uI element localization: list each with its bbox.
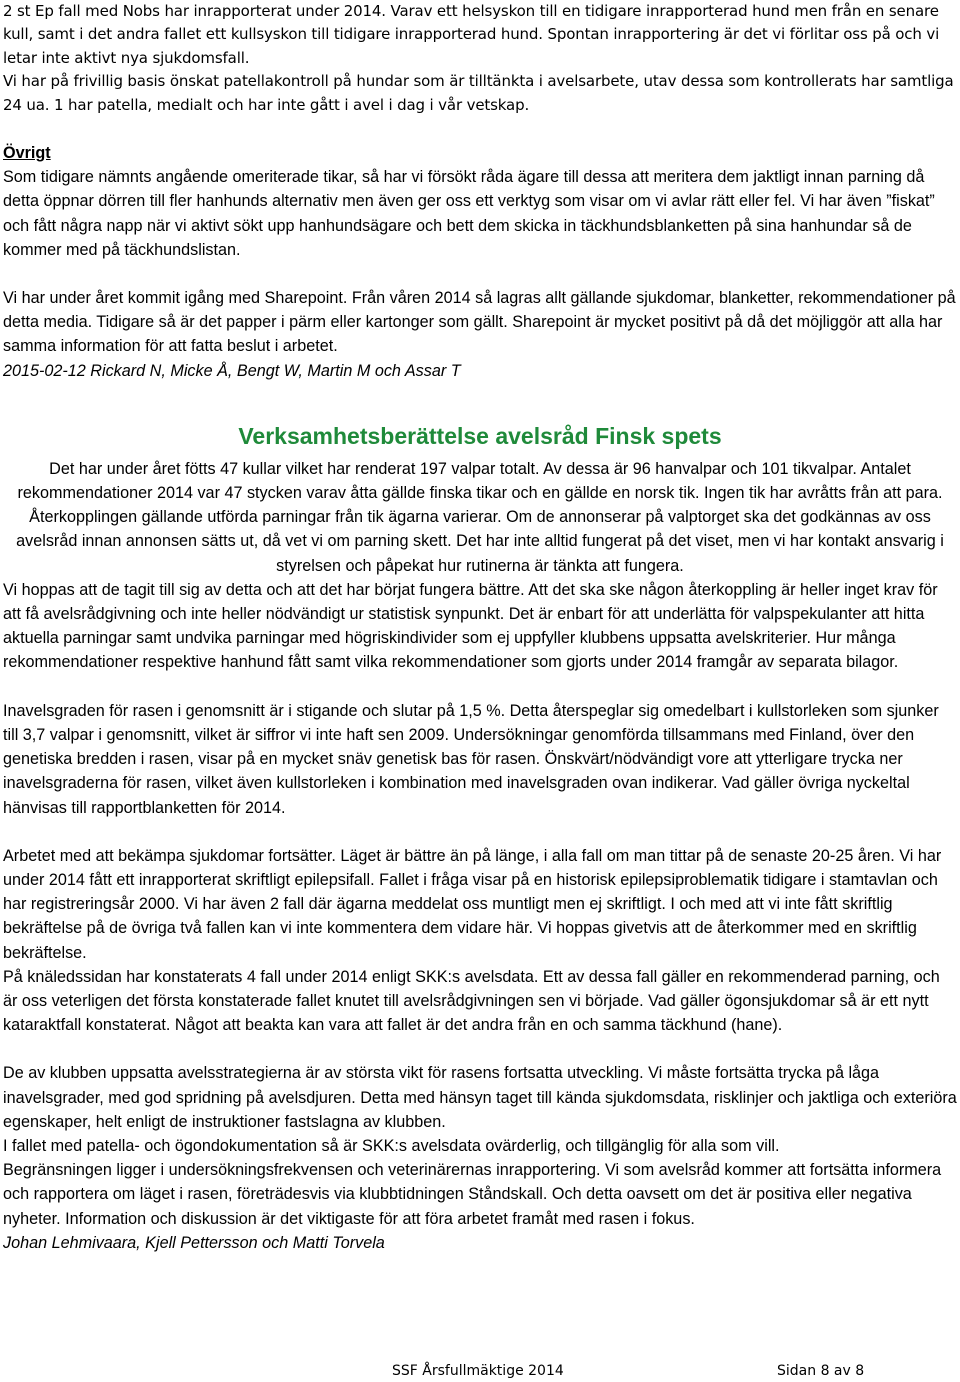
patella-ogon-paragraph: I fallet med patella- och ögondokumentation så är SKK:s avelsdata ovärderlig, och tillgänglig för alla som vill. bbox=[3, 1136, 780, 1155]
document-page bbox=[3, 0, 957, 1255]
inavel-paragraph: Inavelsgraden för rasen i genomsnitt är i stigande och slutar på 1,5 %. Detta återspeglar sig omedelbart i kullstorleken som sjunker till 3,7 valpar i genomsnitt, vilket är siffror vi inte haft sen 2009. Undersökningar genomförda tillsammans med Finland, över den genetiska bredden i rasen, visar på en mycket snäv genetisk bas för rasen. Önskvärt/nödvändigt vore att ytterligare trycka ner inavelsgraderna för rasen, vilket även kullstorleken i kombination med inavelsgraden ovan indikerar. Vad gäller övriga nyckeltal hänvisas till rapportblanketten för 2014. bbox=[3, 701, 939, 817]
ovrigt-signature: 2015-02-12 Rickard N, Micke Å, Bengt W, Martin M och Assar T bbox=[3, 361, 461, 380]
footer-title: SSF Årsfullmäktige 2014 bbox=[392, 1363, 564, 1379]
ovrigt-heading: Övrigt bbox=[3, 144, 51, 163]
ovrigt-paragraph-1: Som tidigare nämnts angående omeriterade tikar, så har vi försökt råda ägare till dessa att meritera dem jaktligt innan parning då detta öppnar dörren till fler hanhunds alternativ men även ger oss ett verktyg som visar om vi avlar rätt eller fel. Vi har även ”fiskat” och fått några napp när vi aktivt sökt upp hanhundsägare och bett dem skicka in täckhundsblanketten på sina hanhundar så de kommer med på täckhundslistan. bbox=[3, 168, 935, 259]
sjukdomar-paragraph: Arbetet med att bekämpa sjukdomar fortsätter. Läget är bättre än på länge, i alla fall om man tittar på de senaste 20-25 åren. Vi har under 2014 fått ett inrapporterat skriftligt epilepsifall. Fallet i fråga visar på en historisk epilepsiproblematik tidigare i stamtavlan och har registreringsår 2000. Vi har även 2 fall där ägarna meddelat oss muntligt men ej skriftligt. I och med att vi inte fått skriftlig bekräftelse på de övriga två fallen kan vi inte kommentera dem vidare här. Vi hoppas givetvis att de återkommer med en skriftlig bekräftelse. bbox=[3, 846, 942, 962]
finsk-intro-centered: Det har under året fötts 47 kullar vilket har renderat 197 valpar totalt. Av dessa är 96 hanvalpar och 101 tikvalpar. Antalet rekommendationer 2014 var 47 stycken varav åtta gällde finska tikar och en gällde en norsk tik. Ingen tik har avråtts från att para. Återkopplingen gällande utförda parningar från tik ägarna varierar. Om de annonserar på valptorget ska det godkännas av oss avelsråd innan annonsen sätts ut, då vet vi om parning skett. Det har inte alltid fungerat på det viset, men vi har kontakt ansvarig i styrelsen och påpekat hur rutinerna är tänkta att fungera. bbox=[16, 459, 944, 575]
finsk-signature: Johan Lehmivaara, Kjell Pettersson och Matti Torvela bbox=[3, 1233, 385, 1252]
epilepsi-paragraph: 2 st Ep fall med Nobs har inrapporterat under 2014. Varav ett helsyskon till en tidigare inrapporterad hund men från en senare kull, samt i det andra fallet ett kullsyskon till tidigare inrapporterad hund. Spontan inrapportering är det vi förlitar oss på och vi letar inte aktivt nya sjukdomsfall. bbox=[3, 2, 940, 67]
begransning-paragraph: Begränsningen ligger i undersökningsfrekvensen och veterinärernas inrapportering. Vi som avelsråd kommer att fortsätta informera och rapportera om läget i rasen, företrädesvis via klubbtidningen Ståndskall. Och detta oavsett om det är positiva eller negativa nyheter. Information och diskussion är det viktigaste för att föra arbetet framåt med rasen i fokus. bbox=[3, 1161, 942, 1228]
strategi-paragraph: De av klubben uppsatta avelsstrategierna är av största vikt för rasens fortsatta utveckling. Vi måste fortsätta trycka på låga inavelsgrader, med god spridning på avelsdjuren. Detta med hänsyn taget till kända sjukdomsdata, risklinjer och jaktliga och exteriöra egenskaper, helt enligt de instruktioner fastslagna av klubben. bbox=[3, 1064, 957, 1131]
knaled-paragraph: På knäledssidan har konstaterats 4 fall under 2014 enligt SKK:s avelsdata. Ett av dessa fall gäller en rekommenderad parning, och är oss veterligen det första konstaterade fallet knutet till avelsrådgivningen sen vi började. Vad gäller ögonsjukdomar så är ett nytt kataraktfall konstaterat. Något att beakta kan vara att fallet är det andra från en och samma täckhund (hane). bbox=[3, 967, 940, 1035]
patella-paragraph: Vi har på frivillig basis önskat patellakontroll på hundar som är tilltänkta i avelsarbete, utav dessa som kontrollerats har samtliga 24 ua. 1 har patella, medialt och har inte gått i avel i dag i vår vetskap. bbox=[3, 72, 954, 114]
section-title: Verksamhetsberättelse avelsråd Finsk spets bbox=[238, 422, 722, 449]
finsk-intro-continued: Vi hoppas att de tagit till sig av detta och att det har börjat fungera bättre. Att det ska ske någon återkoppling är heller inget krav för att få avelsrådgivning och inte heller nödvändigt ur statistisk synpunkt. Det är enbart för att underlätta för valpspekulanter att hitta aktuella parningar samt undvika parningar med högriskindivider som ej uppfyller klubbens uppsatta avelskriterier. Hur många rekommendationer respektive hanhund fått samt vilka rekommendationer som gjorts under 2014 framgår av separata bilagor. bbox=[3, 580, 938, 672]
footer-page-number: Sidan 8 av 8 bbox=[777, 1363, 865, 1379]
ovrigt-paragraph-2: Vi har under året kommit igång med Sharepoint. Från våren 2014 så lagras allt gällande sjukdomar, blanketter, rekommendationer på detta media. Tidigare så är det papper i pärm eller kartonger som gällt. Sharepoint är mycket positivt på då det möjliggör att alla har samma information för att fatta beslut i arbetet. bbox=[3, 289, 956, 356]
